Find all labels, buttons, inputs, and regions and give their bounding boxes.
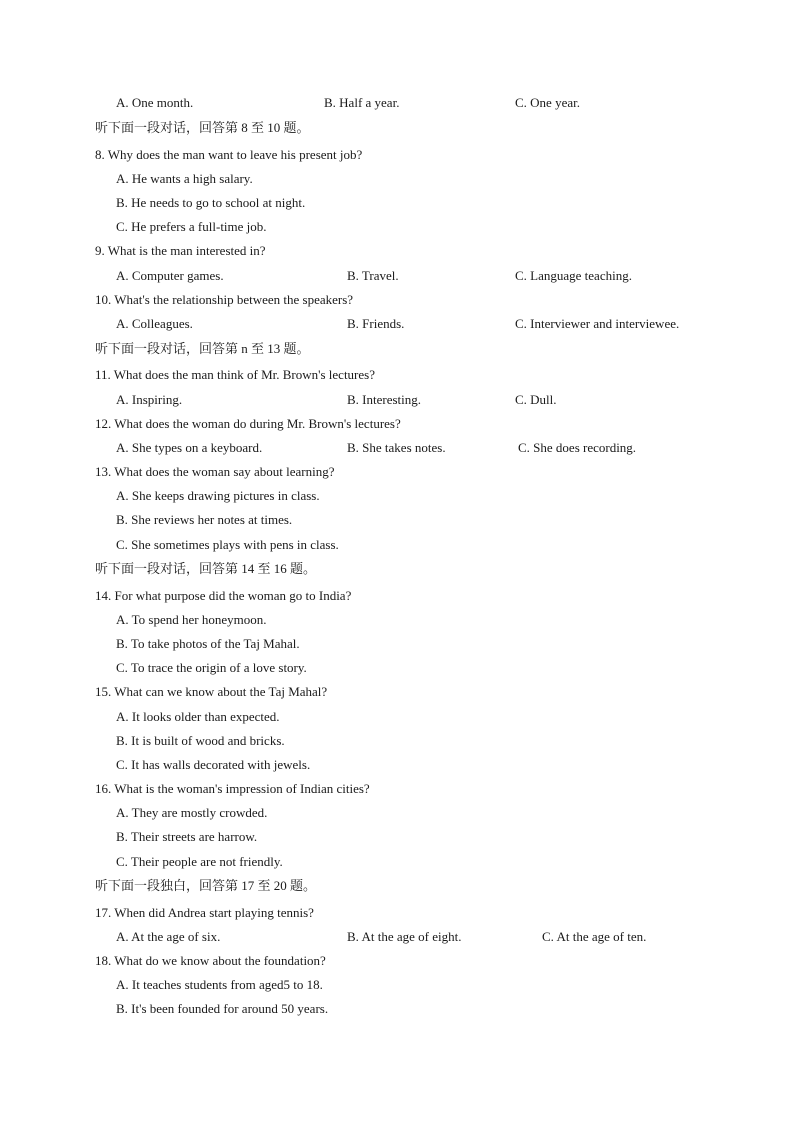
q10-stem: 10. What's the relationship between the speakers?	[95, 292, 354, 307]
q8-option-c: C. He prefers a full-time job.	[116, 219, 267, 234]
q16-option-a: A. They are mostly crowded.	[116, 805, 268, 820]
q12-option-c: C. She does recording.	[518, 440, 637, 455]
section-header-14-16: 听下面一段对话，回答第 14 至 16 题。	[95, 561, 317, 576]
q11-option-c: C. Dull.	[515, 392, 557, 407]
q7-option-a: A. One month.	[116, 95, 194, 110]
q8-option-b: B. He needs to go to school at night.	[116, 195, 306, 210]
q9-option-c: C. Language teaching.	[515, 268, 632, 283]
q18-option-b: B. It's been founded for around 50 years.	[116, 1001, 329, 1016]
q8-stem: 8. Why does the man want to leave his present job?	[95, 147, 363, 162]
q9-option-b: B. Travel.	[347, 268, 399, 283]
section-header-17-20: 听下面一段独白，回答第 17 至 20 题。	[95, 878, 317, 893]
q15-option-c: C. It has walls decorated with jewels.	[116, 757, 311, 772]
q14-option-b: B. To take photos of the Taj Mahal.	[116, 636, 300, 651]
q16-option-b: B. Their streets are harrow.	[116, 829, 258, 844]
q16-option-c: C. Their people are not friendly.	[116, 854, 283, 869]
q17-option-b: B. At the age of eight.	[347, 929, 462, 944]
q7-option-b: B. Half a year.	[324, 95, 400, 110]
q15-option-a: A. It looks older than expected.	[116, 709, 280, 724]
q11-stem: 11. What does the man think of Mr. Brown's lectures?	[95, 367, 375, 382]
section-header-8-10: 听下面一段对话，回答第 8 至 10 题。	[95, 120, 310, 135]
q13-option-c: C. She sometimes plays with pens in class.	[116, 537, 339, 552]
q9-stem: 9. What is the man interested in?	[95, 243, 266, 258]
q14-option-c: C. To trace the origin of a love story.	[116, 660, 307, 675]
q12-stem: 12. What does the woman do during Mr. Brown's lectures?	[95, 416, 401, 431]
q15-option-b: B. It is built of wood and bricks.	[116, 733, 285, 748]
q10-option-b: B. Friends.	[347, 316, 405, 331]
q13-option-a: A. She keeps drawing pictures in class.	[116, 488, 320, 503]
q13-stem: 13. What does the woman say about learning?	[95, 464, 335, 479]
q17-stem: 17. When did Andrea start playing tennis?	[95, 905, 314, 920]
q10-option-c: C. Interviewer and interviewee.	[515, 316, 680, 331]
q15-stem: 15. What can we know about the Taj Mahal?	[95, 684, 328, 699]
q11-option-b: B. Interesting.	[347, 392, 422, 407]
q10-option-a: A. Colleagues.	[116, 316, 193, 331]
q16-stem: 16. What is the woman's impression of Indian cities?	[95, 781, 370, 796]
q17-option-a: A. At the age of six.	[116, 929, 221, 944]
q13-option-b: B. She reviews her notes at times.	[116, 512, 293, 527]
q17-option-c: C. At the age of ten.	[542, 929, 647, 944]
q12-option-a: A. She types on a keyboard.	[116, 440, 263, 455]
q14-option-a: A. To spend her honeymoon.	[116, 612, 267, 627]
q18-stem: 18. What do we know about the foundation?	[95, 953, 326, 968]
section-header-11-13: 听下面一段对话，回答第 n 至 13 题。	[95, 341, 310, 356]
q7-option-c: C. One year.	[515, 95, 580, 110]
q11-option-a: A. Inspiring.	[116, 392, 183, 407]
q18-option-a: A. It teaches students from aged5 to 18.	[116, 977, 323, 992]
q12-option-b: B. She takes notes.	[347, 440, 446, 455]
q14-stem: 14. For what purpose did the woman go to India?	[95, 588, 352, 603]
q8-option-a: A. He wants a high salary.	[116, 171, 253, 186]
q9-option-a: A. Computer games.	[116, 268, 224, 283]
